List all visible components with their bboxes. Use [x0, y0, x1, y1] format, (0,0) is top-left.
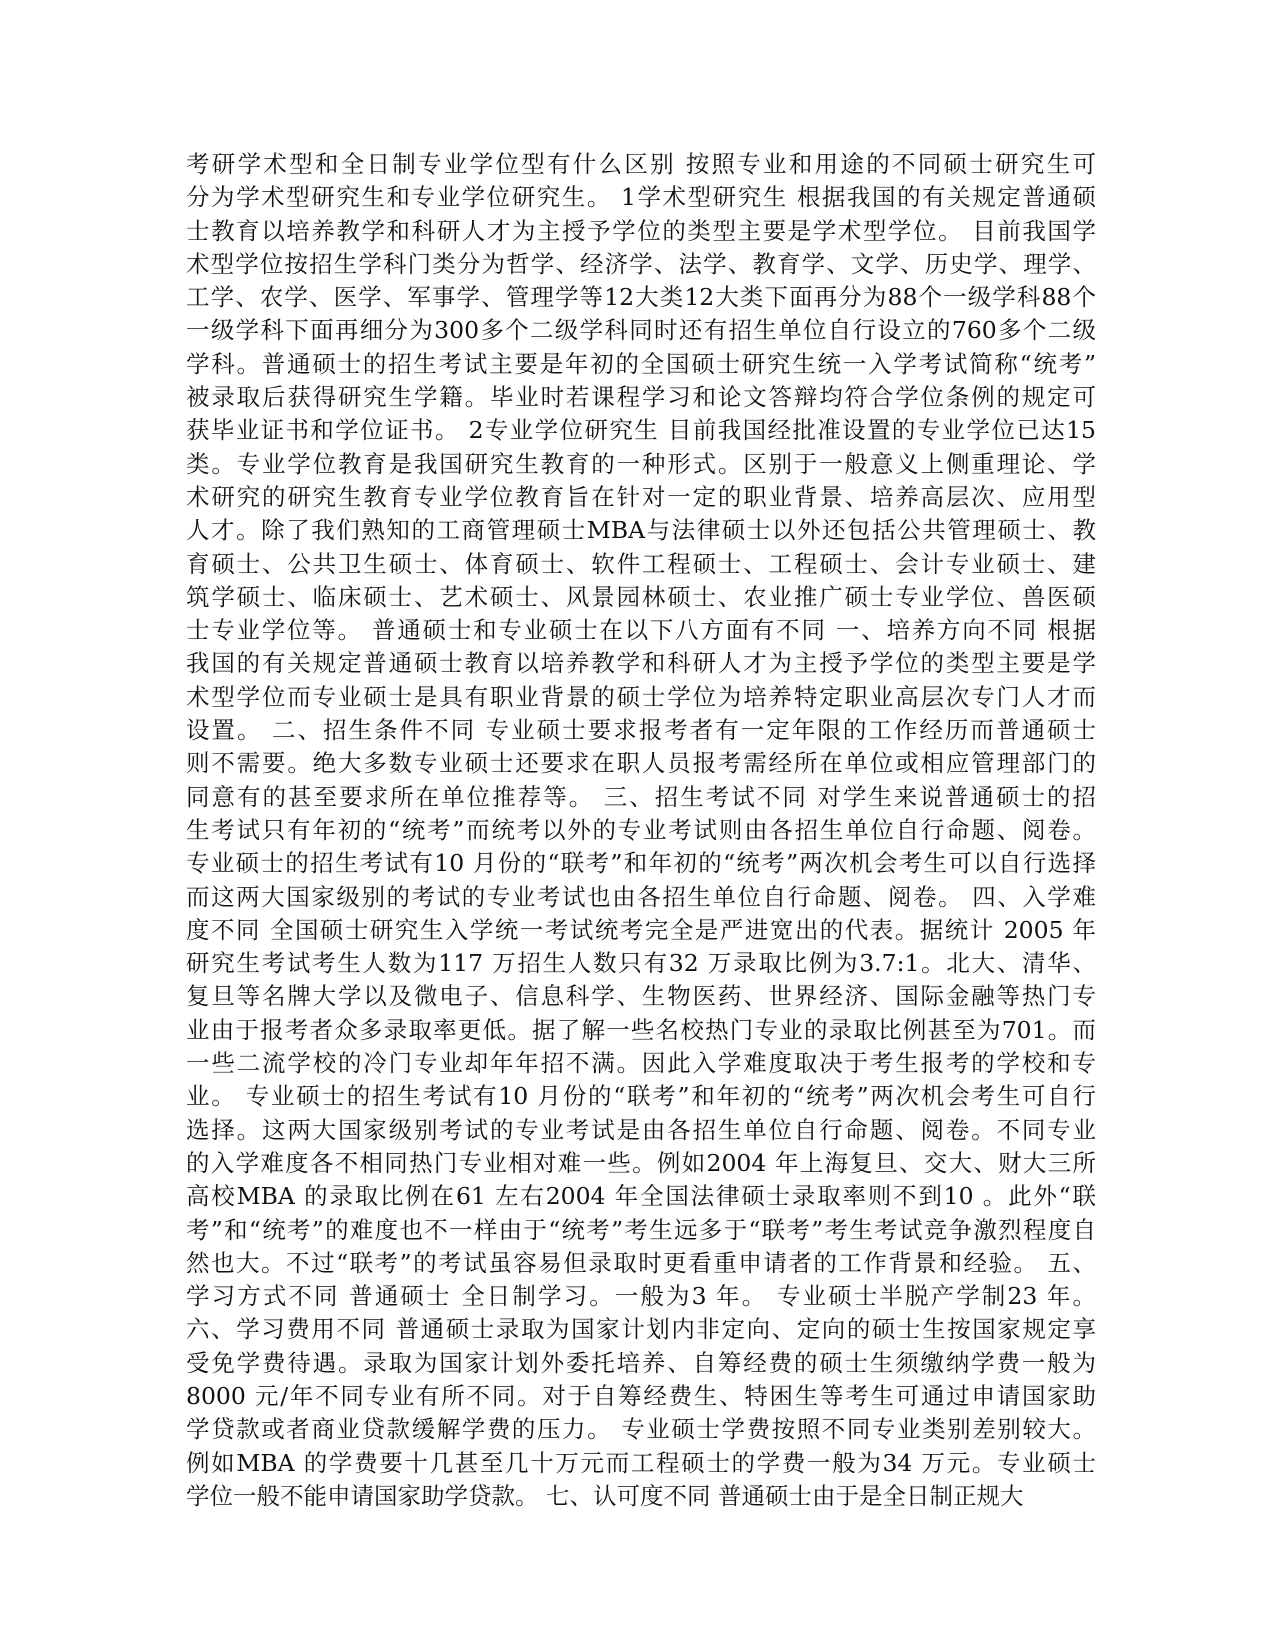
text-line: 我国的有关规定普通硕士教育以培养教学和科研人才为主授予学位的类型主要是学: [186, 649, 1096, 678]
text-line: 类。专业学位教育是我国研究生教育的一种形式。区别于一般意义上侧重理论、学: [186, 449, 1096, 478]
text-line: 术型学位而专业硕士是具有职业背景的硕士学位为培养特定职业高层次专门人才而: [186, 682, 1096, 711]
text-line: 的入学难度各不相同热门专业相对难一些。例如2004 年上海复旦、交大、财大三所: [186, 1148, 1096, 1177]
text-line: 术研究的研究生教育专业学位教育旨在针对一定的职业背景、培养高层次、应用型: [186, 482, 1096, 511]
text-line: 设置。 二、招生条件不同 专业硕士要求报考者有一定年限的工作经历而普通硕士: [186, 716, 1096, 745]
text-line: 人才。除了我们熟知的工商管理硕士MBA与法律硕士以外还包括公共管理硕士、教: [186, 516, 1096, 545]
text-line: 一级学科下面再细分为300多个二级学科同时还有招生单位自行设立的760多个二级: [186, 316, 1096, 345]
text-line: 学贷款或者商业贷款缓解学费的压力。 专业硕士学费按照不同专业类别差别较大。: [186, 1415, 1096, 1444]
text-line: 士专业学位等。 普通硕士和专业硕士在以下八方面有不同 一、培养方向不同 根据: [186, 616, 1096, 645]
text-line: 而这两大国家级别的考试的专业考试也由各招生单位自行命题、阅卷。 四、入学难: [186, 882, 1096, 911]
text-line: 工学、农学、医学、军事学、管理学等12大类12大类下面再分为88个一级学科88个: [186, 283, 1096, 312]
text-line: 六、学习费用不同 普通硕士录取为国家计划内非定向、定向的硕士生按国家规定享: [186, 1315, 1096, 1344]
text-line: 复旦等名牌大学以及微电子、信息科学、生物医药、世界经济、国际金融等热门专: [186, 982, 1096, 1011]
text-line: 学习方式不同 普通硕士 全日制学习。一般为3 年。 专业硕士半脱产学制23 年。: [186, 1282, 1096, 1311]
text-line: 士教育以培养教学和科研人才为主授予学位的类型主要是学术型学位。 目前我国学: [186, 216, 1096, 245]
text-line: 考研学术型和全日制专业学位型有什么区别 按照专业和用途的不同硕士研究生可: [186, 150, 1096, 178]
text-line: 度不同 全国硕士研究生入学统一考试统考完全是严进宽出的代表。据统计 2005 年: [186, 915, 1096, 944]
text-line: 受免学费待遇。录取为国家计划外委托培养、自筹经费的硕士生须缴纳学费一般为: [186, 1348, 1096, 1377]
text-line: 被录取后获得研究生学籍。毕业时若课程学习和论文答辩均符合学位条例的规定可: [186, 383, 1096, 412]
text-line: 生考试只有年初的“统考”而统考以外的专业考试则由各招生单位自行命题、阅卷。: [186, 815, 1096, 844]
text-line: 例如MBA 的学费要十几甚至几十万元而工程硕士的学费一般为34 万元。专业硕士: [186, 1448, 1096, 1477]
text-line: 业。 专业硕士的招生考试有10 月份的“联考”和年初的“统考”两次机会考生可自行: [186, 1082, 1096, 1111]
text-line: 育硕士、公共卫生硕士、体育硕士、软件工程硕士、工程硕士、会计专业硕士、建: [186, 549, 1096, 578]
text-line: 业由于报考者众多录取率更低。据了解一些名校热门专业的录取比例甚至为701。而: [186, 1015, 1096, 1044]
text-line: 高校MBA 的录取比例在61 左右2004 年全国法律硕士录取率则不到10 。此外“联: [186, 1182, 1096, 1211]
text-line: 然也大。不过“联考”的考试虽容易但录取时更看重申请者的工作背景和经验。 五、: [186, 1248, 1096, 1277]
text-line: 一些二流学校的冷门专业却年年招不满。因此入学难度取决于考生报考的学校和专: [186, 1049, 1096, 1078]
text-line: 考”和“统考”的难度也不一样由于“统考”考生远多于“联考”考生考试竞争激烈程度自: [186, 1215, 1096, 1244]
text-line: 专业硕士的招生考试有10 月份的“联考”和年初的“统考”两次机会考生可以自行选择: [186, 849, 1096, 878]
text-line: 研究生考试考生人数为117 万招生人数只有32 万录取比例为3.7:1。北大、清华、: [186, 949, 1096, 978]
text-line: 同意有的甚至要求所在单位推荐等。 三、招生考试不同 对学生来说普通硕士的招: [186, 782, 1096, 811]
text-line: 8000 元/年不同专业有所不同。对于自筹经费生、特困生等考生可通过申请国家助: [186, 1381, 1096, 1410]
text-line: 分为学术型研究生和专业学位研究生。 1学术型研究生 根据我国的有关规定普通硕: [186, 183, 1096, 212]
text-line: 学位一般不能申请国家助学贷款。 七、认可度不同 普通硕士由于是全日制正规大: [186, 1481, 1024, 1510]
text-line: 选择。这两大国家级别考试的专业考试是由各招生单位自行命题、阅卷。不同专业: [186, 1115, 1096, 1144]
text-line: 筑学硕士、临床硕士、艺术硕士、风景园林硕士、农业推广硕士专业学位、兽医硕: [186, 582, 1096, 611]
body-text: [186, 148, 1096, 1513]
text-line: 术型学位按招生学科门类分为哲学、经济学、法学、教育学、文学、历史学、理学、: [186, 249, 1096, 278]
text-line: 则不需要。绝大多数专业硕士还要求在职人员报考需经所在单位或相应管理部门的: [186, 749, 1096, 778]
text-line: 获毕业证书和学位证书。 2专业学位研究生 目前我国经批准设置的专业学位已达15: [186, 416, 1096, 445]
text-line: 学科。普通硕士的招生考试主要是年初的全国硕士研究生统一入学考试简称“统考”: [186, 349, 1096, 378]
